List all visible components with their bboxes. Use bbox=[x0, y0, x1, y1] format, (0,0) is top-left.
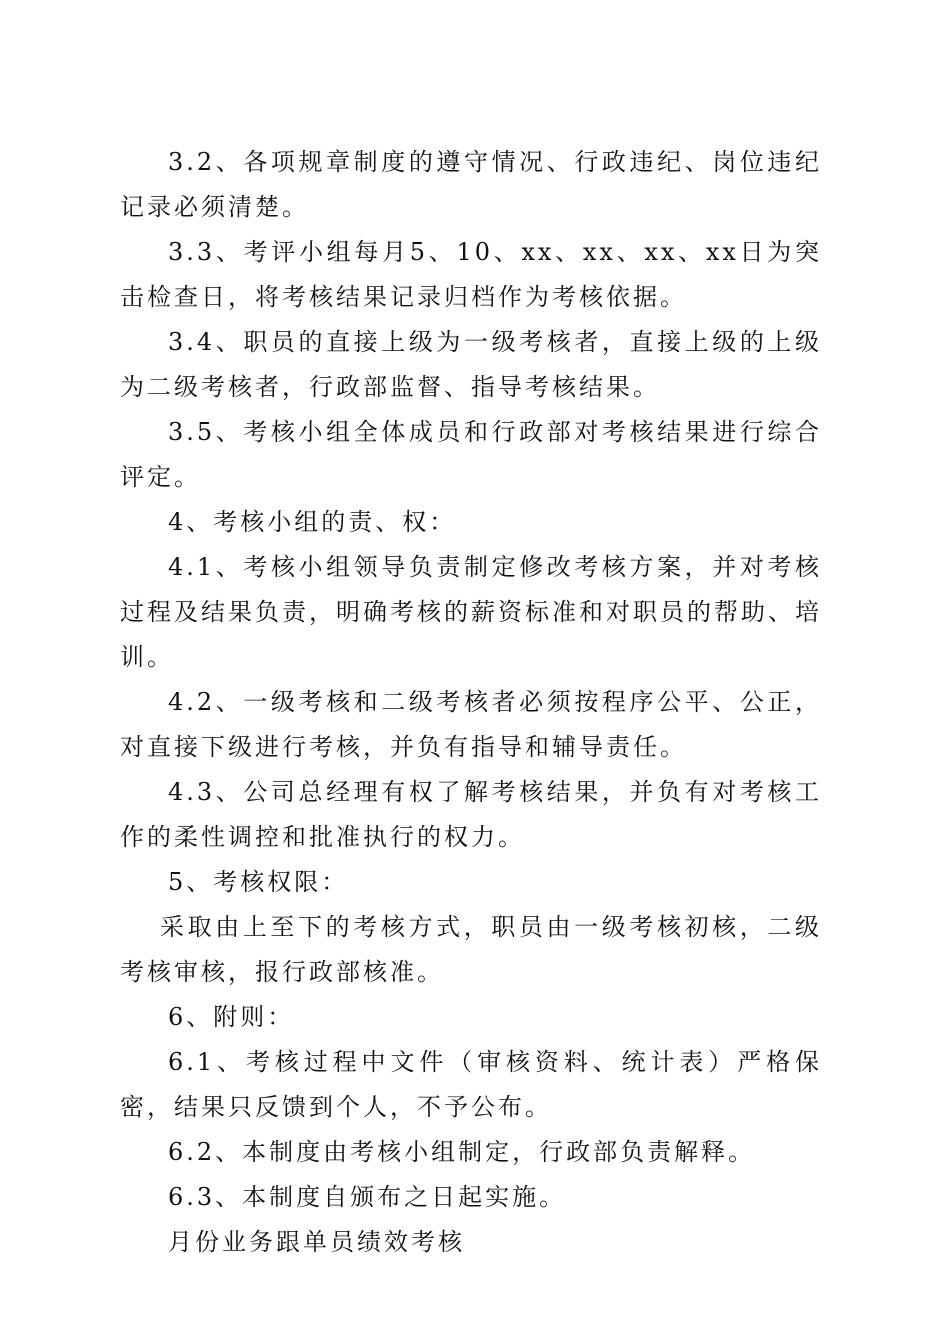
section-heading-6: 6、附则： bbox=[168, 1003, 295, 1031]
section-heading-5: 5、考核权限： bbox=[168, 868, 349, 896]
document-body bbox=[120, 140, 822, 1265]
paragraph-4-3: 4.3、公司总经理有权了解考核结果，并负有对考核工作的柔性调控和批准执行的权力。 bbox=[120, 778, 822, 851]
document-title: 月份业务跟单员绩效考核 bbox=[168, 1228, 465, 1256]
paragraph-5-body: 采取由上至下的考核方式，职员由一级考核初核，二级考核审核，报行政部核准。 bbox=[120, 913, 822, 986]
paragraph-3-4: 3.4、职员的直接上级为一级考核者，直接上级的上级为二级考核者，行政部监督、指导考核结果。 bbox=[120, 328, 822, 401]
paragraph-3-2: 3.2、各项规章制度的遵守情况、行政违纪、岗位违纪记录必须清楚。 bbox=[120, 148, 822, 221]
paragraph-6-1: 6.1、考核过程中文件（审核资料、统计表）严格保密，结果只反馈到个人，不予公布。 bbox=[120, 1048, 822, 1121]
paragraph-3-3: 3.3、考评小组每月5、10、xx、xx、xx、xx日为突击检查日，将考核结果记录归档作为考核依据。 bbox=[120, 238, 822, 311]
paragraph-6-3: 6.3、本制度自颁布之日起实施。 bbox=[168, 1183, 567, 1211]
paragraph-3-5: 3.5、考核小组全体成员和行政部对考核结果进行综合评定。 bbox=[120, 418, 822, 491]
paragraph-4-2: 4.2、一级考核和二级考核者必须按程序公平、公正，对直接下级进行考核，并负有指导和辅导责任。 bbox=[120, 688, 822, 761]
section-heading-4: 4、考核小组的责、权： bbox=[168, 508, 457, 536]
paragraph-6-2: 6.2、本制度由考核小组制定，行政部负责解释。 bbox=[168, 1138, 756, 1166]
paragraph-4-1: 4.1、考核小组领导负责制定修改考核方案，并对考核过程及结果负责，明确考核的薪资标准和对职员的帮助、培训。 bbox=[120, 553, 822, 671]
